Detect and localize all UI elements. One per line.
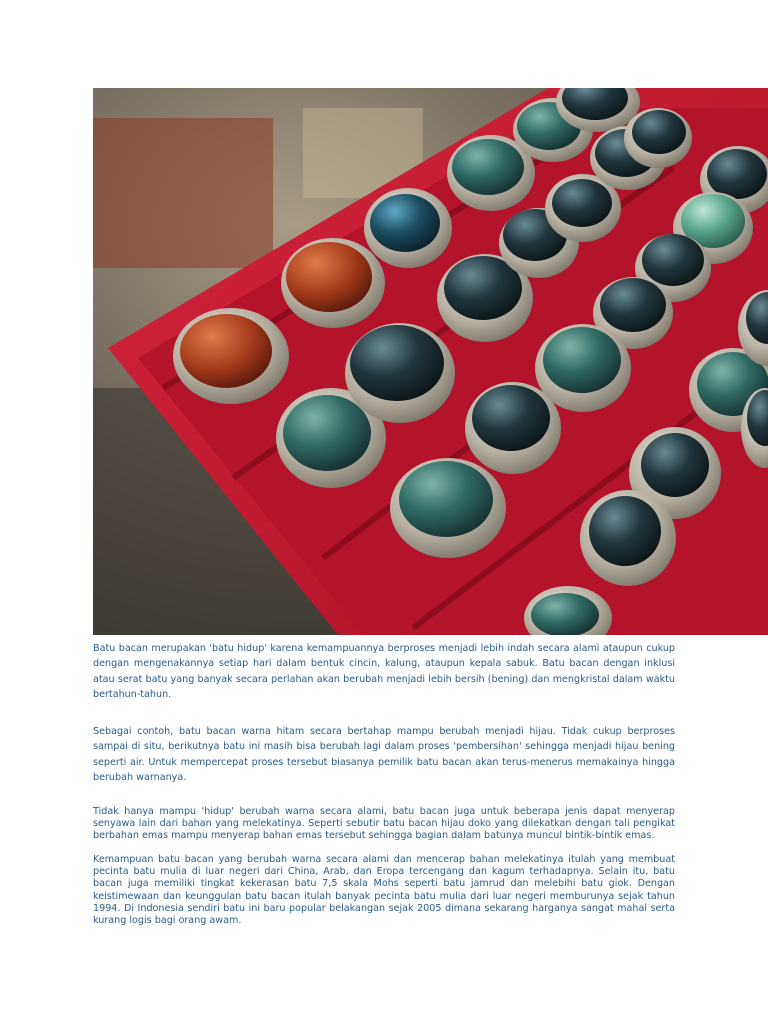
paragraph-3: Tidak hanya mampu 'hidup' berubah warna secara alami, batu bacan juga untuk beberapa jenis dapat menyerap senyawa lain dari bahan yang melekatinya. Seperti sebutir batu bacan hijau doko yang dilekatkan dengan tali pengikat berbahan emas mampu menyerap bahan emas tersebut sehingga bagian dalam batunya muncul bintik-bintik emas. bbox=[93, 806, 675, 842]
rings-tray-illustration bbox=[93, 88, 768, 635]
paragraph-1: Batu bacan merupakan 'batu hidup' karena kemampuannya berproses menjadi lebih indah secara alami ataupun cukup dengan mengenakannya setiap hari dalam bentuk cincin, kalung, ataupun kepala sabuk. Batu bacan dengan inklusi atau serat batu yang banyak secara perlahan akan berubah menjadi lebih bersih (bening) dan mengkristal dalam waktu bertahun-tahun. bbox=[93, 643, 675, 700]
rings-photo bbox=[93, 88, 768, 635]
paragraph-4: Kemampuan batu bacan yang berubah warna secara alami dan mencerap bahan melekatinya itulah yang membuat pecinta batu mulia di luar negeri dari China, Arab, dan Eropa tercengang dan kagum terhadapnya. Selain itu, batu bacan juga memiliki tingkat kekerasan batu 7,5 skala Mohs seperti batu jamrud dan melebihi batu giok. Dengan keistimewaan dan keunggulan batu bacan itulah banyak pecinta batu mulia dari luar negeri memburunya sejak tahun 1994. Di Indonesia sendiri batu ini baru popular belakangan sejak 2005 dimana sekarang harganya sangat mahal serta kurang logis bagi orang awam. bbox=[93, 854, 675, 927]
paragraph-2: Sebagai contoh, batu bacan warna hitam secara bertahap mampu berubah menjadi hijau. Tidak cukup berproses sampai di situ, berikutnya batu ini masih bisa berubah lagi dalam proses 'pembersihan' sehingga menjadi hijau bening seperti air. Untuk mempercepat proses tersebut biasanya pemilik batu bacan akan terus-menerus memakainya hingga berubah warnanya. bbox=[93, 726, 675, 783]
